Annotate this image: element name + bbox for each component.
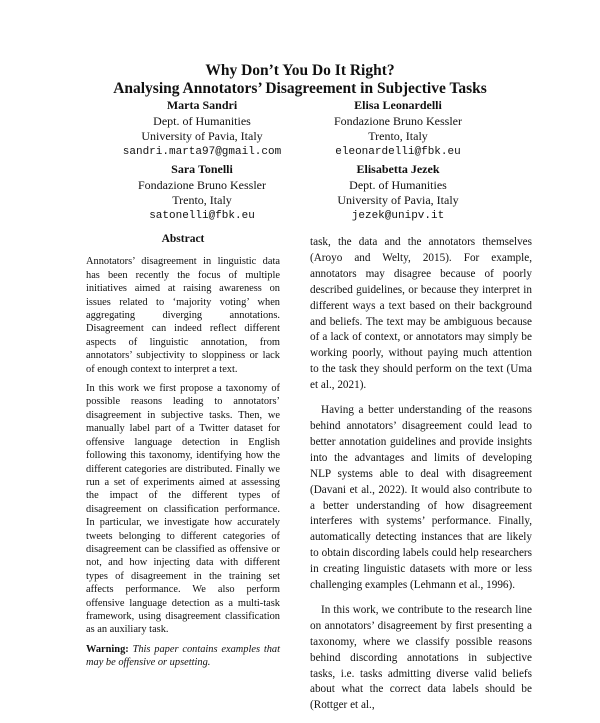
body-paragraph-2: Having a better understanding of the reasons behind annotators’ disagreement could lead to better annotation guidelines and provide insights into the advantages and limits of developing NLP systems able to deal with disagreement (Davani et al., 2022). It would also contribute to a better understanding of how disagreement interferes with systems’ performance. Finally, automatically detecting instances that are likely to obtain discording labels could help researchers in creating linguistic datasets with more or less challenging examples (Lehmann et al., 1996). bbox=[310, 404, 532, 592]
warning-note bbox=[86, 643, 280, 670]
author-name: Sara Tonelli bbox=[171, 162, 233, 176]
author-name: Marta Sandri bbox=[166, 98, 238, 112]
abstract-paragraph-2: In this work we first propose a taxonomy of possible reasons leading to annotators’ disagreement in subjective tasks. Then, we manually label part of a Twitter dataset for offensive language detection in English following this taxonomy, identifying how the different categories are distributed. Finally we run a set of experiments aimed at assessing the impact of the different types of disagreement on classification performance. In particular, we investigate how accurately tweets belonging to different categories of disagreement can be classified as offensive or not, and how injecting data with different types of disagreement in the training set affects performance. We also perform offensive language detection as a multi-task framework, using disagreement classification as an auxiliary task. bbox=[86, 383, 280, 636]
author-institution: Trento, Italy bbox=[172, 193, 232, 207]
author-email[interactable]: eleonardelli@fbk.eu bbox=[335, 145, 461, 158]
abstract-column bbox=[86, 233, 280, 676]
author-affiliation: Fondazione Bruno Kessler bbox=[334, 113, 462, 128]
abstract-paragraph-1: Annotators’ disagreement in linguistic data has been recently the focus of multiple initiatives aimed at raising awareness on issues related to ‘majority voting’ when aggregating diverging annotations. Disagreement can indeed reflect different aspects of linguistic annotation, from annotators’ subjectivity to sloppiness or lack of enough context to interpret a text. bbox=[86, 256, 280, 375]
author-institution: Trento, Italy bbox=[368, 129, 428, 143]
author-name: Elisabetta Jezek bbox=[356, 162, 440, 176]
body-column bbox=[310, 235, 532, 723]
title-line-1: Why Don’t You Do It Right? bbox=[205, 62, 395, 79]
author-block-1 bbox=[102, 98, 302, 160]
author-affiliation: Fondazione Bruno Kessler bbox=[138, 177, 266, 192]
author-block-2 bbox=[298, 98, 498, 160]
author-block-3 bbox=[102, 162, 302, 224]
author-institution: University of Pavia, Italy bbox=[337, 193, 459, 207]
abstract-heading: Abstract bbox=[161, 233, 205, 245]
warning-text: This paper contains examples that may be offensive or upsetting. bbox=[86, 643, 280, 669]
author-block-4 bbox=[298, 162, 498, 224]
warning-label: Warning: bbox=[86, 643, 129, 655]
author-email[interactable]: jezek@unipv.it bbox=[351, 209, 445, 222]
author-affiliation: Dept. of Humanities bbox=[349, 177, 447, 192]
body-paragraph-1: task, the data and the annotators themselves (Aroyo and Welty, 2015). For example, annotators may disagree because of poorly described guidelines, or because they interpret in different ways a text based on their background and beliefs. The text may be ambiguous because of a lack of context, or annotators may simply be working poorly, without paying much attention to the task they should perform on the text (Uma et al., 2021). bbox=[310, 236, 532, 392]
author-email[interactable]: sandri.marta97@gmail.com bbox=[122, 145, 282, 158]
title-line-2: Analysing Annotators’ Disagreement in Subjective Tasks bbox=[113, 80, 487, 97]
author-affiliation: Dept. of Humanities bbox=[153, 113, 251, 128]
author-institution: University of Pavia, Italy bbox=[141, 129, 263, 143]
body-paragraph-3: In this work, we contribute to the research line on annotators’ disagreement by first presenting a taxonomy, where we classify possible reasons behind discording annotations in subjective tasks, i.e. tasks admitting diverse valid beliefs about what the correct data labels should be (Rottger et al., bbox=[310, 603, 532, 712]
author-email[interactable]: satonelli@fbk.eu bbox=[149, 209, 255, 222]
paper-title bbox=[0, 62, 600, 98]
author-name: Elisa Leonardelli bbox=[354, 98, 442, 112]
